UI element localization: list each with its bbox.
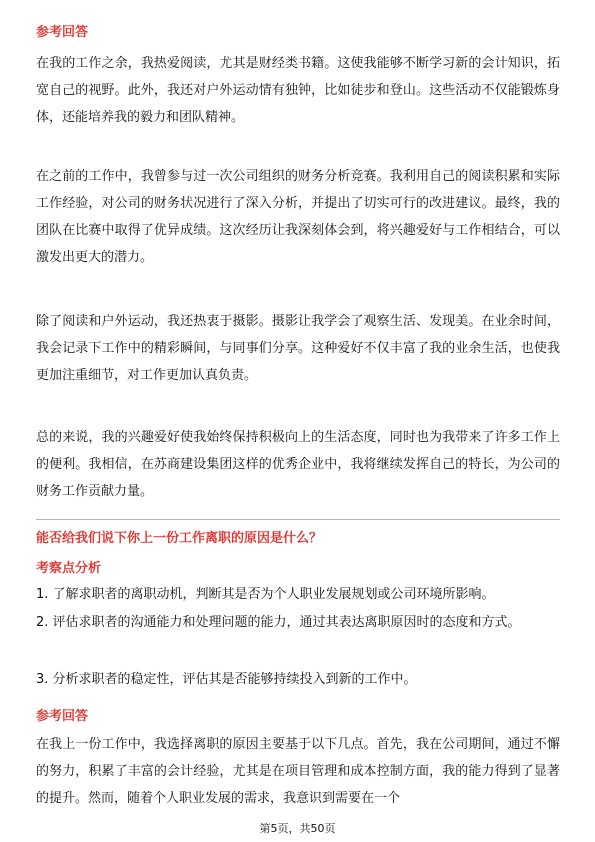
answer-paragraph-2: 在之前的工作中，我曾参与过一次公司组织的财务分析竞赛。我利用自己的阅读积累和实际工作经验，对公司的财务状况进行了深入分析，并提出了切实可行的改进建议。最终，我的团队在比赛中取得了优异成绩。这次经历让我深刻体会到，将兴趣爱好与工作相结合，可以激发出更大的潜力。 [36,169,560,265]
page-indicator: 第5页，共50页 [259,822,336,835]
question-title: 能否给我们说下你上一份工作离职的原因是什么？ [36,531,323,546]
section-divider [36,519,560,520]
answer-paragraph-1: 在我的工作之余，我热爱阅读，尤其是财经类书籍。这使我能够不断学习新的会计知识，拓宽自己的视野。此外，我还对户外运动情有独钟，比如徒步和登山。这些活动不仅能锻炼身体，还能培养我的毅力和团队精神。 [36,56,560,125]
reference-answer-label: 参考回答 [36,25,89,40]
answer-paragraph-3: 除了阅读和户外运动，我还热衷于摄影。摄影让我学会了观察生活、发现美。在业余时间，我会记录下工作中的精彩瞬间，与同事们分享。这种爱好不仅丰富了我的业余生活，也使我更加注重细节，对工作更加认真负责。 [36,314,560,383]
answer-paragraph-q2: 在我上一份工作中，我选择离职的原因主要基于以下几点。首先，我在公司期间，通过不懈的努力，积累了丰富的会计经验，尤其是在项目管理和成本控制方面，我的能力得到了显著的提升。然而，随着个人职业发展的需求，我意识到需要在一个 [36,737,560,806]
analysis-item-3: 3. 分析求职者的稳定性，评估其是否能够持续投入到新的工作中。 [36,672,417,687]
analysis-item-2: 2. 评估求职者的沟通能力和处理问题的能力，通过其表达离职原因时的态度和方式。 [36,615,521,630]
analysis-item-1: 1. 了解求职者的离职动机，判断其是否为个人职业发展规划或公司环境所影响。 [36,587,495,602]
answer-paragraph-4: 总的来说，我的兴趣爱好使我始终保持积极向上的生活态度，同时也为我带来了许多工作上的便利。我相信，在苏商建设集团这样的优秀企业中，我将继续发挥自己的特长，为公司的财务工作贡献力量。 [36,430,560,499]
analysis-label: 考察点分析 [36,561,102,576]
reference-answer-label-2: 参考回答 [36,709,89,724]
